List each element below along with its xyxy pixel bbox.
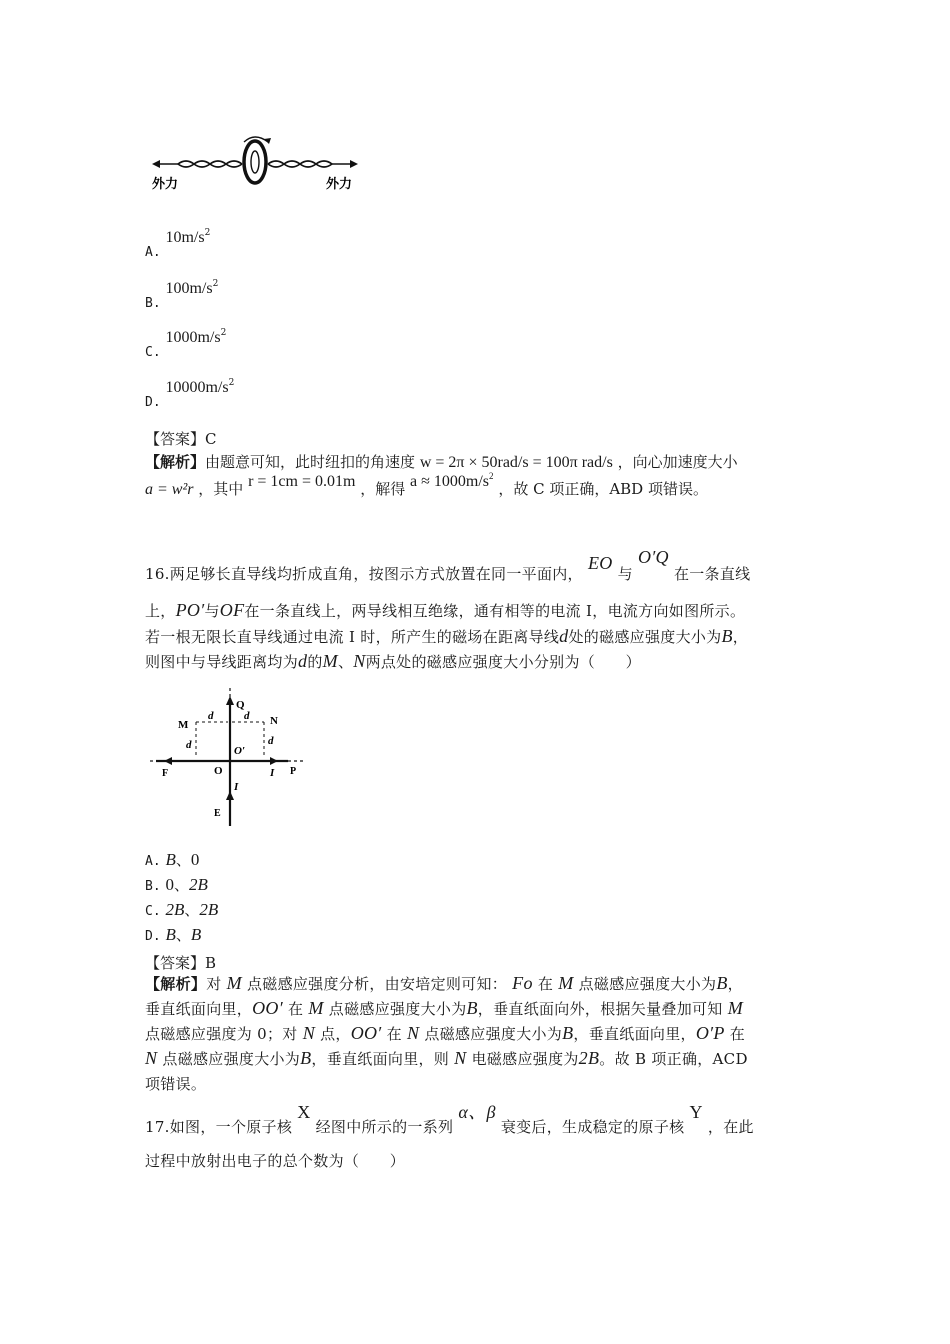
q17-stem-line1 [145, 1098, 754, 1136]
stem-text: ， [732, 628, 749, 646]
point-n: N [145, 1048, 158, 1068]
stem-text: 的 [307, 653, 323, 671]
var-b: B [562, 1023, 574, 1043]
point-m: M [308, 998, 324, 1018]
option-letter: B. [145, 296, 161, 311]
wire-diagram [150, 686, 310, 828]
q15-option-b [145, 279, 219, 311]
label-m: M [178, 719, 189, 731]
q15-analysis-line1 [145, 451, 738, 472]
segment-oo: OO′ [252, 998, 283, 1018]
label-p: P [290, 766, 297, 777]
analysis-label: 【解析】 [145, 453, 206, 471]
analysis-text: 对 [206, 975, 222, 993]
var-b: B [721, 626, 733, 646]
formula-result-exp: 2 [489, 471, 494, 481]
q16-stem-line2 [145, 600, 745, 621]
option-value-1: 0 [165, 875, 174, 894]
label-o-prime: O′ [234, 745, 246, 757]
segment-oo: OO′ [350, 1023, 382, 1043]
figure1-right-label: 外力 [326, 177, 353, 192]
analysis-text: ，解得 [360, 480, 406, 498]
q16-option-c [145, 899, 218, 920]
analysis-text: 点磁感应强度为 0；对 [145, 1025, 298, 1043]
q16-option-b [145, 874, 208, 895]
formula-result-value: a ≈ 1000m/s [410, 473, 490, 490]
analysis-text: 点， [320, 1025, 351, 1043]
point-m: M [226, 973, 242, 993]
segment-eo: EO [587, 553, 613, 573]
q16-analysis-line2 [145, 998, 743, 1019]
analysis-text: 在 [386, 1025, 402, 1043]
option-letter: C. [145, 345, 161, 360]
q16-stem-line3 [145, 626, 748, 647]
point-m: M [558, 973, 574, 993]
option-exponent: 2 [212, 279, 219, 289]
analysis-text: ，向心加速度大小 [617, 453, 738, 471]
option-letter: D. [145, 395, 161, 410]
stem-text: 上， [145, 602, 176, 620]
option-separator: 、 [173, 876, 189, 894]
analysis-text: 点磁感应强度大小为 [162, 1050, 301, 1068]
option-value-2: B [190, 925, 202, 944]
stem-text: 16.两足够长直导线均折成直角，按图示方式放置在同一平面内， [145, 565, 583, 583]
point-n: N [454, 1048, 467, 1068]
option-letter: B. [145, 879, 161, 894]
point-n: N [407, 1023, 420, 1043]
analysis-text: 垂直纸面向里， [145, 1000, 253, 1018]
q16-stem-line4 [145, 651, 641, 672]
option-value-1: B [165, 925, 176, 944]
option-value-1: B [165, 850, 176, 869]
q16-answer: 【答案】B [145, 954, 217, 972]
segment-of: OF [219, 600, 245, 620]
stem-text: 经图中所示的一系列 [315, 1118, 454, 1136]
analysis-text: 点磁感应强度大小为 [578, 975, 717, 993]
stem-text: 与 [617, 565, 633, 583]
stem-text: 与 [204, 602, 220, 620]
formula-angular-velocity: w = 2π × 50rad/s = 100π rad/s [419, 454, 613, 471]
q16-option-d [145, 924, 201, 945]
analysis-text: ，其中 [198, 480, 244, 498]
analysis-text: ， [727, 975, 743, 993]
stem-text: 在一条直线 [673, 565, 751, 583]
option-separator: 、 [175, 926, 191, 944]
q15-option-c [145, 328, 227, 360]
var-b: B [716, 973, 728, 993]
formula-centripetal: a = w²r [145, 481, 194, 498]
analysis-text: 在 [729, 1025, 746, 1043]
option-separator: 、 [175, 851, 191, 869]
option-value-2: 0 [190, 850, 200, 869]
stem-text: 、 [337, 653, 354, 671]
stem-text: 则图中与导线距离均为 [145, 653, 299, 671]
option-separator: 、 [184, 901, 200, 919]
stem-text: 在一条直线上，两导线相互绝缘，通有相等的电流 I，电流方向如图所示。 [244, 602, 746, 620]
analysis-label: 【解析】 [145, 975, 207, 993]
var-b: B [300, 1048, 312, 1068]
button-string-figure [148, 128, 363, 200]
option-letter: D. [145, 929, 161, 944]
segment-oq: O′Q [638, 547, 669, 567]
label-i-right: I [270, 767, 275, 779]
analysis-text: 电磁感应强度为 [471, 1050, 579, 1068]
nucleus-x: X [297, 1102, 311, 1122]
segment-po: PO′ [175, 600, 205, 620]
var-d: d [298, 651, 308, 671]
stem-text: 若一根无限长直导线通过电流 I 时，所产生的磁场在距离导线 [145, 628, 560, 646]
segment-fo: Fo [512, 973, 533, 993]
decay-types: α、β [458, 1102, 496, 1122]
label-i-bottom: I [234, 781, 239, 793]
option-value-2: 2B [199, 900, 219, 919]
option-value-2: 2B [188, 875, 208, 894]
stem-text: 衰变后，生成稳定的原子核 [500, 1118, 685, 1136]
nucleus-y: Y [689, 1102, 703, 1122]
analysis-text: 由题意可知，此时纽扣的角速度 [205, 453, 416, 471]
formula-radius: r = 1cm = 0.01m [248, 473, 356, 490]
label-d-top-right: d [244, 710, 250, 722]
analysis-text: ，故 C 项正确，ABD 项错误。 [498, 480, 708, 498]
analysis-text: 。故 B 项正确，ACD [599, 1050, 748, 1068]
analysis-text: ，垂直纸面向外，根据矢量叠加可知 [477, 1000, 723, 1018]
analysis-text: ，垂直纸面向里，则 [311, 1050, 450, 1068]
q15-option-d [145, 378, 235, 410]
stem-text: 两点处的磁感应强度大小分别为（ ） [365, 653, 641, 671]
stem-text: 17.如图，一个原子核 [145, 1118, 293, 1136]
analysis-text: 在 [537, 975, 554, 993]
option-value: 10m/s [165, 229, 205, 246]
label-o: O [214, 765, 223, 777]
q15-answer: 【答案】C [145, 430, 217, 448]
option-letter: C. [145, 904, 161, 919]
option-exponent: 2 [220, 328, 227, 338]
formula-result [410, 473, 494, 490]
var-d: d [559, 626, 569, 646]
analysis-text: 点磁感应强度分析，由安培定则可知： [246, 975, 508, 993]
point-m: M [727, 998, 743, 1018]
segment-op: O′P [695, 1023, 725, 1043]
option-letter: A. [145, 245, 161, 260]
stem-text: 处的磁感应强度大小为 [568, 628, 722, 646]
analysis-text: 点磁感应强度大小为 [328, 1000, 467, 1018]
var-2b: 2B [578, 1048, 600, 1068]
option-exponent: 2 [204, 228, 211, 238]
figure1-left-label: 外力 [152, 177, 179, 192]
option-exponent: 2 [228, 378, 235, 388]
analysis-text: 在 [288, 1000, 304, 1018]
option-value-1: 2B [165, 900, 185, 919]
point-n: N [353, 651, 366, 671]
option-letter: A. [145, 854, 161, 869]
q17-stem-line2: 过程中放射出电子的总个数为（ ） [145, 1152, 406, 1170]
label-d-right: d [268, 735, 274, 747]
point-n: N [302, 1023, 316, 1043]
q15-option-a [145, 228, 211, 260]
option-value: 1000m/s [165, 329, 221, 346]
analysis-text: 点磁感应强度大小为 [424, 1025, 563, 1043]
q16-analysis-line1 [145, 973, 743, 994]
point-m: M [322, 651, 338, 671]
stem-text: ，在此 [707, 1118, 754, 1136]
label-q: Q [236, 699, 245, 711]
label-d-top-left: d [208, 710, 214, 722]
label-e: E [214, 808, 221, 819]
option-value: 10000m/s [165, 379, 229, 396]
var-b: B [466, 998, 478, 1018]
q16-analysis-line5: 项错误。 [145, 1075, 207, 1093]
q16-stem-line1 [145, 547, 751, 583]
label-f: F [162, 768, 169, 779]
q16-analysis-line4 [145, 1048, 748, 1069]
label-n: N [270, 715, 278, 727]
label-d-left: d [186, 739, 192, 751]
option-value: 100m/s [165, 280, 213, 297]
q15-analysis-line2 [145, 471, 708, 499]
analysis-text: ，垂直纸面向里， [573, 1025, 696, 1043]
q16-analysis-line3 [145, 1023, 745, 1044]
q16-option-a [145, 849, 199, 870]
